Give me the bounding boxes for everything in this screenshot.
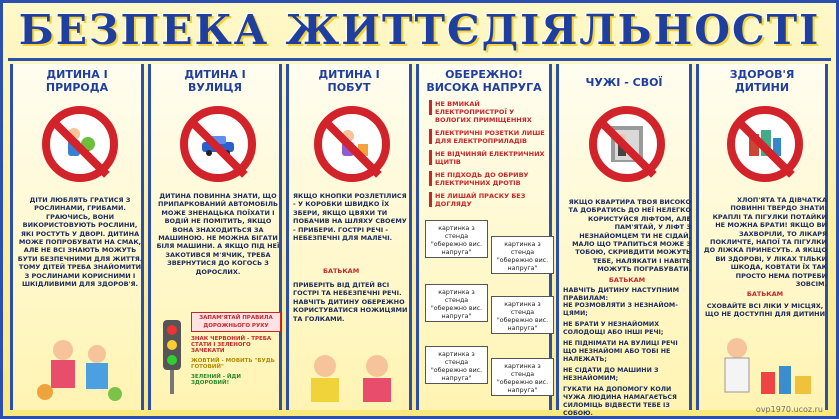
strangers-text: ЯКЩО КВАРТИРА ТВОЯ ВИСОКО ТА ДОБРАТИСЬ ДО НЕЇ НЕЛЕГКО КОРИСТУЙСЯ ЛІФТОМ, АЛЕ ПАМ'ЯТАЙ, У ЛІФТ З НЕЗНАЙОМЦЕМ ТИ НЕ СІДАЙ, МАЛО ЩО ТРАПИТЬСЯ МОЖЕ З ТОБОЮ, СКРИВДИТИ МОЖУТЬ ТЕБЕ, НАЛЯКАТИ І НАВІТЬ МОЖУТЬ ПОГРАБУВАТИ. (568, 198, 691, 274)
street-text: ДИТИНА ПОВИННА ЗНАТИ, ЩО ПРИПАРКОВАНИЙ АВТОМОБІЛЬ МОЖЕ ЗНЕНАЦЬКА ПОЇХАТИ І ВОДІЙ НЕ ПОМІТИТЬ, ЯКЩО ВОНА ЗНАХОДИТЬСЯ ЗА МАШИНОЮ. НЕ МОЖНА БІГАТИ БІЛЯ МАШИНИ. А ЯКЩО ПІД НЕЇ ЗАКОТИВСЯ М'ЯЧИК, ТРЕБА ЗВЕРНУТИСЯ ДО КОГОСЬ З ДОРОСЛИХ. (156, 192, 280, 276)
warning-item: НЕ ВМИКАЙ ЕЛЕКТРОПРИСТРОЇ У ВОЛОГИХ ПРИМІЩЕННЯХ (435, 100, 532, 124)
prohibition-sign (42, 106, 118, 182)
column-street (148, 64, 282, 410)
picture-card: картинка з стенда "обережно вис. напруга" (491, 296, 554, 334)
parents-heading: БАТЬКАМ (608, 276, 646, 284)
warning-item: НЕ ВІДЧИНЯЙ ЕЛЕКТРИЧНИХ ЩИТІВ (435, 150, 545, 166)
warning-item: ЕЛЕКТРИЧНІ РОЗЕТКИ ЛИШЕ ДЛЯ ЕЛЕКТРОПРИЛАДІВ (435, 129, 545, 145)
prohibition-sign (180, 106, 256, 182)
health-text: ХЛОП'ЯТА ТА ДІВЧАТКА ПОВИННІ ТВЕРДО ЗНАТИ: КРАПЛІ ТА ПІГУЛКИ ПОТАЙКИ НЕ МОЖНА БРАТИ! ЯКЩО ВИ ЗАХВОРІЛИ, ТО ЛІКАРЯ ПОКЛИЧТЕ, НАПОЇ ТА ПІГУЛКИ ДО ЛІЖКА ПРИНЕСУТЬ. А ЯКЩО ВИ ЗДОРОВІ, У ЛІКАХ ТІЛЬКИ ШКОДА, КОВТАТИ ЇХ ТАК ПРОСТО НЕМА ПОТРЕБИ ЗОВСІМ. (703, 196, 827, 289)
picture-card: картинка з стенда "обережно вис. напруга" (425, 284, 488, 322)
column-heading: ЗДОРОВ'Я ДИТИНИ (729, 68, 795, 94)
rules-list (563, 302, 691, 418)
column-heading: ОБЕРЕЖНО! ВИСОКА НАПРУГА (426, 68, 542, 94)
children-illustration (23, 332, 135, 406)
traffic-rule-line: ЗНАК ЧЕРВОНИЙ - ТРЕБА СТАТИ І ЗЕЛЕНОГО ЗАЧЕКАТИ (191, 336, 272, 354)
strangers-parents-text: НАВЧІТЬ ДИТИНУ НАСТУПНИМ ПРАВИЛАМ: (563, 286, 680, 303)
traffic-rules-title: ЗАПАМ'ЯТАЙ ПРАВИЛА ДОРОЖНЬОГО РУХУ (191, 312, 281, 332)
child-nature-icon (60, 124, 100, 164)
column-heading: ДИТИНА І ВУЛИЦЯ (184, 68, 246, 94)
elevator-icon (607, 124, 647, 164)
matches-icon (332, 124, 372, 164)
column-heading: ДИТИНА І ПОБУТ (318, 68, 380, 94)
rule-item: НЕ ПІДНІМАТИ НА ВУЛИЦІ РЕЧІ ЩО НЕЗНАЙОМІ АБО ТОБІ НЕ НАЛЕЖАТЬ; (563, 340, 678, 363)
picture-card: картинка з стенда "обережно вис. напруга" (491, 358, 554, 396)
nature-text: ДІТИ ЛЮБЛЯТЬ ГРАТИСЯ З РОСЛИНАМИ, ГРИБАМИ. ГРАЮЧИСЬ, ВОНИ ВИКОРИСТОВУЮТЬ РОСЛИНИ, ЯКІ РОСТУТЬ У ДВОРІ. ДИТИНА МОЖЕ ПОПРОБУВАТИ НА СМАК, АЛЕ НЕ ВСІ ЗНАЮТЬ МОЖУТЬ БУТИ БЕЗПЕЧНИМИ ДЛЯ ЖИТТЯ. ТОМУ ДІТЕЙ ТРЕБА ЗНАЙОМИТИ З РОСЛИНАМИ КОРИСНИМИ І ШКІДЛИВИМИ ДЛЯ ЗДОРОВ'Я. (17, 196, 143, 289)
prohibition-sign (314, 106, 390, 182)
rule-item: ГУКАТИ НА ДОПОМОГУ КОЛИ ЧУЖА ЛЮДИНА НАМАГАЄТЬСЯ СИЛОМІЦЬ ВІДВЕСТИ ТЕБЕ ІЗ СОБОЮ. (563, 386, 677, 417)
children-illustration (295, 348, 409, 406)
column-heading: ДИТИНА І ПРИРОДА (45, 68, 109, 94)
watermark: ovp1970.ucoz.ru (755, 405, 823, 414)
home-parents-text: ПРИБЕРІТЬ ВІД ДІТЕЙ ВСІ ГОСТРІ ТА НЕБЕЗПЕЧНІ РЕЧІ. НАВЧІТЬ ДИТИНУ ОБЕРЕЖНО КОРИСТУВАТИСЯ НОЖИЦЯМИ ТА ГОЛКАМИ. (293, 281, 408, 323)
health-parents-text: СХОВАЙТЕ ВСІ ЛІКИ У МІСЦЯХ, ЩО НЕ ДОСТУПНІ ДЛЯ ДИТИНИ (704, 302, 826, 319)
column-nature (10, 64, 144, 410)
home-text: ЯКЩО КНОПКИ РОЗЛЕТІЛИСЯ - У КОРОБКИ ШВИДКО ЇХ ЗБЕРИ, ЯКЩО ЦВЯХИ ТИ ПОБАЧИВ НА ШЛЯХУ СВОЄМУ - ПРИБЕРИ. ГОСТРІ РЕЧІ - НЕБЕЗПЕЧНІ ДЛЯ МАЛЕЧІ. (293, 192, 407, 243)
parents-heading: БАТЬКАМ (746, 290, 784, 298)
traffic-rules-box (191, 312, 281, 402)
parents-heading: БАТЬКАМ (323, 267, 360, 275)
title-divider (8, 58, 831, 61)
prohibition-sign (589, 106, 665, 182)
traffic-light-icon (157, 316, 187, 396)
picture-card: картинка з стенда "обережно вис. напруга" (425, 346, 488, 384)
voltage-warnings (429, 100, 551, 213)
rule-item: НЕ СІДАТИ ДО МАШИНИ З НЕЗНАЙОМИМ; (563, 367, 659, 382)
warning-item: НЕ ПІДХОДЬ ДО ОБРИВУ ЕЛЕКТРИЧНИХ ДРОТІВ (435, 171, 529, 187)
doctor-illustration (709, 332, 821, 406)
medicine-icon (745, 124, 785, 164)
picture-card: картинка з стенда "обережно вис. напруга" (491, 236, 554, 274)
car-icon (198, 124, 238, 164)
rule-item: НЕ БРАТИ У НЕЗНАЙОМИХ СОЛОДОЩІ АБО ІНШІ РЕЧІ; (563, 321, 664, 336)
column-heading: ЧУЖІ - СВОЇ (585, 76, 663, 89)
prohibition-sign (727, 106, 803, 182)
picture-card: картинка з стенда "обережно вис. напруга" (425, 220, 488, 258)
traffic-rule-line: ЖОВТИЙ - МОВИТЬ "БУДЬ ГОТОВИЙ" (191, 358, 275, 370)
rule-item: НЕ РОЗМОВЛЯТИ З НЕЗНАЙОМ-ЦЯМИ; (563, 302, 678, 317)
column-health (696, 64, 828, 410)
traffic-rule-line: ЗЕЛЕНИЙ - ЙДИ ЗДОРОВИЙ! (191, 374, 242, 386)
column-voltage (416, 64, 552, 410)
column-strangers (556, 64, 692, 417)
poster-title: БЕЗПЕКА ЖИТТЄДІЯЛЬНОСТІ (18, 6, 821, 54)
column-home (286, 64, 412, 410)
warning-item: НЕ ЛИШАЙ ПРАСКУ БЕЗ ДОГЛЯДУ (435, 192, 526, 208)
